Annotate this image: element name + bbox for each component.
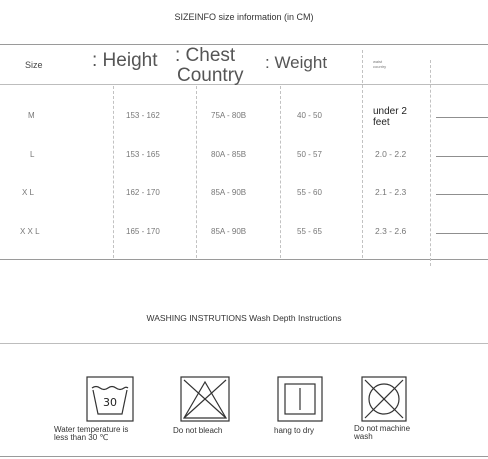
cell-size: X L bbox=[22, 188, 35, 197]
cell-waist: under 2 feet bbox=[373, 106, 407, 128]
header-country: Country bbox=[177, 65, 244, 86]
size-info-title: SIZEINFO size information (in CM) bbox=[174, 12, 314, 22]
cell-height: 162 - 170 bbox=[126, 188, 160, 197]
hang-to-dry-label: hang to dry bbox=[274, 426, 315, 435]
wash-temperature-label: 30 bbox=[103, 396, 117, 409]
do-not-machine-wash-label: Do not machine wash bbox=[354, 424, 411, 441]
column-divider bbox=[362, 50, 363, 258]
header-height: : Height bbox=[92, 50, 158, 71]
cell-height: 153 - 162 bbox=[126, 111, 160, 120]
washing-top-border bbox=[0, 343, 488, 344]
column-divider bbox=[113, 86, 114, 258]
column-divider bbox=[280, 86, 281, 258]
cell-size: L bbox=[30, 150, 35, 159]
cell-size: M bbox=[28, 111, 35, 120]
cell-waist: 2.1 - 2.3 bbox=[375, 187, 407, 197]
row-rule bbox=[436, 233, 488, 234]
cell-weight: 40 - 50 bbox=[297, 111, 322, 120]
header-weight: : Weight bbox=[265, 53, 328, 72]
table-bottom-border bbox=[0, 259, 488, 260]
do-not-bleach-label: Do not bleach bbox=[173, 426, 223, 435]
wash-30-label: Water temperature is less than 30 ℃ bbox=[54, 425, 129, 442]
cell-height: 153 - 165 bbox=[126, 150, 160, 159]
header-size: Size bbox=[25, 60, 43, 70]
header-waist bbox=[373, 59, 386, 69]
column-divider bbox=[196, 86, 197, 258]
wash-30-icon bbox=[86, 376, 134, 422]
row-rule bbox=[436, 117, 488, 118]
cell-chest: 75A - 80B bbox=[211, 111, 247, 120]
cell-waist: 2.3 - 2.6 bbox=[375, 226, 407, 236]
header-bottom-border bbox=[0, 84, 488, 85]
header-waist-line1: waist bbox=[373, 59, 383, 64]
do-not-machine-wash-icon bbox=[361, 376, 407, 422]
cell-chest: 85A - 90B bbox=[211, 227, 247, 236]
do-not-bleach-icon bbox=[180, 376, 230, 422]
cell-height: 165 - 170 bbox=[126, 227, 160, 236]
header-chest: : Chest bbox=[175, 45, 236, 66]
cell-size: X X L bbox=[20, 227, 40, 236]
table-top-border bbox=[0, 44, 488, 45]
washing-bottom-border bbox=[0, 456, 488, 457]
cell-weight: 55 - 60 bbox=[297, 188, 322, 197]
cell-chest: 80A - 85B bbox=[211, 150, 247, 159]
cell-chest: 85A - 90B bbox=[211, 188, 247, 197]
cell-waist: 2.0 - 2.2 bbox=[375, 149, 407, 159]
row-rule bbox=[436, 194, 488, 195]
column-divider bbox=[430, 60, 431, 266]
header-waist-line2: country bbox=[373, 64, 387, 69]
row-rule bbox=[436, 156, 488, 157]
washing-title: WASHING INSTRUTIONS Wash Depth Instructions bbox=[146, 313, 342, 323]
cell-weight: 55 - 65 bbox=[297, 227, 322, 236]
cell-weight: 50 - 57 bbox=[297, 150, 322, 159]
hang-to-dry-icon bbox=[277, 376, 323, 422]
